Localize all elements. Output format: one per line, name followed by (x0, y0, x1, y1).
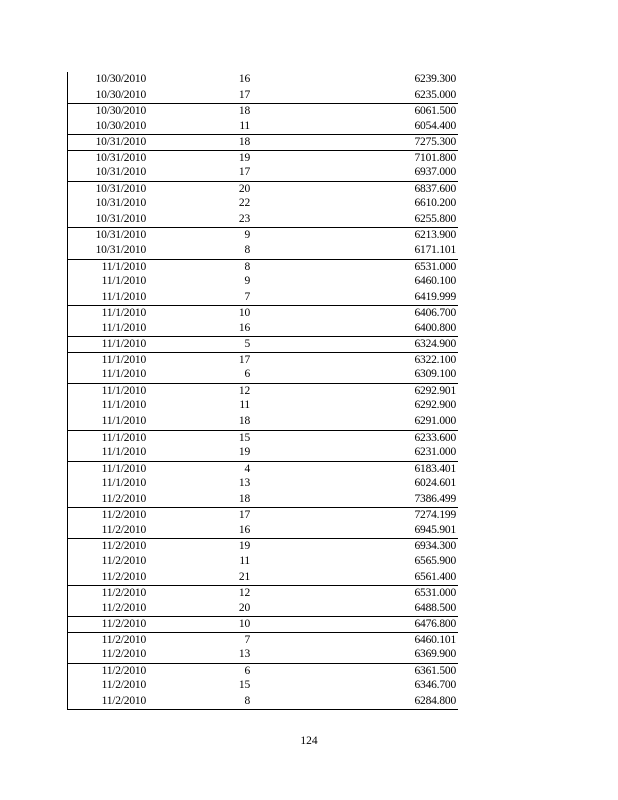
number-cell: 19 (238, 151, 250, 164)
number-cell: 18 (238, 136, 250, 149)
value-cell: 6837.600 (414, 182, 456, 195)
table-row (68, 88, 458, 104)
number-cell: 19 (238, 540, 250, 553)
page-number: 124 (300, 735, 318, 747)
date-cell: 11/2/2010 (101, 694, 146, 707)
number-cell: 6 (244, 664, 250, 677)
value-cell: 6460.100 (414, 275, 456, 288)
number-cell: 13 (238, 648, 250, 661)
date-cell: 11/1/2010 (101, 415, 146, 428)
value-cell: 6346.700 (414, 679, 456, 692)
table-row (68, 507, 458, 523)
number-cell: 21 (238, 570, 250, 583)
table-row (68, 383, 458, 399)
table-row (68, 476, 458, 492)
value-cell: 6610.200 (414, 197, 456, 210)
table-row (68, 243, 458, 259)
number-cell: 11 (239, 399, 250, 412)
number-cell: 16 (238, 73, 250, 85)
number-cell: 20 (238, 601, 250, 614)
number-cell: 9 (244, 275, 250, 288)
date-cell: 11/2/2010 (101, 648, 146, 661)
date-cell: 11/1/2010 (101, 399, 146, 412)
table-row (68, 678, 458, 694)
date-cell: 10/30/2010 (95, 105, 146, 118)
date-cell: 11/1/2010 (101, 338, 146, 351)
table-row (68, 181, 458, 197)
table-row (68, 290, 458, 306)
table-row (68, 165, 458, 181)
number-cell: 15 (238, 679, 250, 692)
date-cell: 10/31/2010 (95, 182, 146, 195)
date-cell: 11/2/2010 (101, 523, 146, 536)
date-cell: 11/2/2010 (101, 509, 146, 522)
table-row (68, 538, 458, 554)
number-cell: 15 (238, 431, 250, 444)
date-cell: 11/1/2010 (101, 353, 146, 366)
value-cell: 6324.900 (414, 338, 456, 351)
date-cell: 11/1/2010 (101, 446, 146, 459)
table-row (68, 336, 458, 352)
number-cell: 17 (238, 509, 250, 522)
table-row (68, 367, 458, 383)
value-cell: 6309.100 (414, 368, 456, 381)
number-cell: 18 (238, 105, 250, 118)
date-cell: 11/1/2010 (101, 290, 146, 303)
table-row (68, 492, 458, 508)
value-cell: 6292.900 (414, 399, 456, 412)
date-cell: 11/1/2010 (101, 462, 146, 475)
number-cell: 17 (238, 166, 250, 179)
table-row (68, 305, 458, 321)
table-row (68, 103, 458, 119)
date-cell: 11/2/2010 (101, 601, 146, 614)
number-cell: 16 (238, 523, 250, 536)
table-row (68, 554, 458, 570)
date-cell: 11/2/2010 (101, 554, 146, 567)
table-row (68, 570, 458, 586)
value-cell: 6024.601 (414, 477, 456, 490)
date-cell: 11/1/2010 (101, 307, 146, 320)
date-cell: 11/2/2010 (101, 679, 146, 692)
table-row (68, 352, 458, 368)
value-cell: 6934.300 (414, 540, 456, 553)
table-row (68, 647, 458, 663)
number-cell: 16 (238, 321, 250, 334)
table-row (68, 461, 458, 477)
number-cell: 4 (244, 462, 250, 475)
number-cell: 8 (244, 694, 250, 707)
value-cell: 6937.000 (414, 166, 456, 179)
value-cell: 6322.100 (414, 353, 456, 366)
table-row (68, 212, 458, 228)
value-cell: 6400.800 (414, 321, 456, 334)
number-cell: 8 (244, 260, 250, 273)
number-cell: 18 (238, 415, 250, 428)
table-row (68, 663, 458, 679)
number-cell: 6 (244, 368, 250, 381)
value-cell: 7275.300 (414, 136, 456, 149)
table-row (68, 601, 458, 617)
number-cell: 17 (238, 353, 250, 366)
number-cell: 10 (238, 618, 250, 631)
number-cell: 7 (244, 290, 250, 303)
value-cell: 6561.400 (414, 570, 456, 583)
date-cell: 10/31/2010 (95, 229, 146, 242)
number-cell: 10 (238, 307, 250, 320)
date-cell: 11/2/2010 (101, 587, 146, 600)
date-cell: 11/2/2010 (101, 492, 146, 505)
date-cell: 11/1/2010 (101, 431, 146, 444)
table-row (68, 274, 458, 290)
date-cell: 11/1/2010 (101, 260, 146, 273)
value-cell: 6531.000 (414, 587, 456, 600)
number-cell: 19 (238, 446, 250, 459)
table-row (68, 196, 458, 212)
date-cell: 11/1/2010 (101, 321, 146, 334)
table-row (68, 72, 458, 88)
table-row (68, 430, 458, 446)
value-cell: 6292.901 (414, 384, 456, 397)
date-cell: 10/31/2010 (95, 136, 146, 149)
data-table (67, 72, 458, 710)
date-cell: 11/1/2010 (101, 368, 146, 381)
value-cell: 6361.500 (414, 664, 456, 677)
value-cell: 6488.500 (414, 601, 456, 614)
value-cell: 6213.900 (414, 229, 456, 242)
date-cell: 11/2/2010 (101, 570, 146, 583)
table-row (68, 445, 458, 461)
value-cell: 6061.500 (414, 105, 456, 118)
value-cell: 6476.800 (414, 618, 456, 631)
value-cell: 6054.400 (414, 119, 456, 132)
number-cell: 12 (238, 384, 250, 397)
table-row (68, 321, 458, 337)
number-cell: 13 (238, 477, 250, 490)
value-cell: 7386.499 (414, 492, 456, 505)
value-cell: 6945.901 (414, 523, 456, 536)
value-cell: 6531.000 (414, 260, 456, 273)
value-cell: 7274.199 (414, 509, 456, 522)
table-row (68, 134, 458, 150)
date-cell: 10/31/2010 (95, 244, 146, 257)
number-cell: 18 (238, 492, 250, 505)
number-cell: 9 (244, 229, 250, 242)
value-cell: 6419.999 (414, 290, 456, 303)
date-cell: 10/30/2010 (95, 73, 146, 85)
value-cell: 7101.800 (414, 151, 456, 164)
value-cell: 6565.900 (414, 554, 456, 567)
table-row (68, 119, 458, 135)
date-cell: 10/31/2010 (95, 197, 146, 210)
number-cell: 5 (244, 338, 250, 351)
table-row (68, 150, 458, 166)
table-row (68, 694, 458, 710)
value-cell: 6171.101 (414, 244, 456, 257)
date-cell: 10/30/2010 (95, 119, 146, 132)
number-cell: 7 (244, 633, 250, 646)
number-cell: 12 (238, 587, 250, 600)
date-cell: 11/2/2010 (101, 633, 146, 646)
date-cell: 11/1/2010 (101, 275, 146, 288)
value-cell: 6460.101 (414, 633, 456, 646)
date-cell: 11/2/2010 (101, 664, 146, 677)
table-row (68, 585, 458, 601)
number-cell: 22 (238, 197, 250, 210)
value-cell: 6284.800 (414, 694, 456, 707)
date-cell: 10/31/2010 (95, 151, 146, 164)
date-cell: 11/2/2010 (101, 540, 146, 553)
value-cell: 6233.600 (414, 431, 456, 444)
value-cell: 6183.401 (414, 462, 456, 475)
number-cell: 23 (238, 212, 250, 225)
value-cell: 6231.000 (414, 446, 456, 459)
date-cell: 11/1/2010 (101, 477, 146, 490)
number-cell: 8 (244, 244, 250, 257)
value-cell: 6406.700 (414, 307, 456, 320)
table-row (68, 414, 458, 430)
table-row (68, 632, 458, 648)
date-cell: 10/31/2010 (95, 212, 146, 225)
table-row (68, 227, 458, 243)
date-cell: 10/30/2010 (95, 88, 146, 101)
date-cell: 10/31/2010 (95, 166, 146, 179)
table-row (68, 523, 458, 539)
table-row (68, 398, 458, 414)
value-cell: 6239.300 (414, 73, 456, 85)
table-row (68, 616, 458, 632)
value-cell: 6235.000 (414, 88, 456, 101)
number-cell: 11 (239, 119, 250, 132)
table-row (68, 259, 458, 275)
value-cell: 6255.800 (414, 212, 456, 225)
value-cell: 6291.000 (414, 415, 456, 428)
number-cell: 17 (238, 88, 250, 101)
number-cell: 20 (238, 182, 250, 195)
date-cell: 11/1/2010 (101, 384, 146, 397)
number-cell: 11 (239, 554, 250, 567)
value-cell: 6369.900 (414, 648, 456, 661)
date-cell: 11/2/2010 (101, 618, 146, 631)
